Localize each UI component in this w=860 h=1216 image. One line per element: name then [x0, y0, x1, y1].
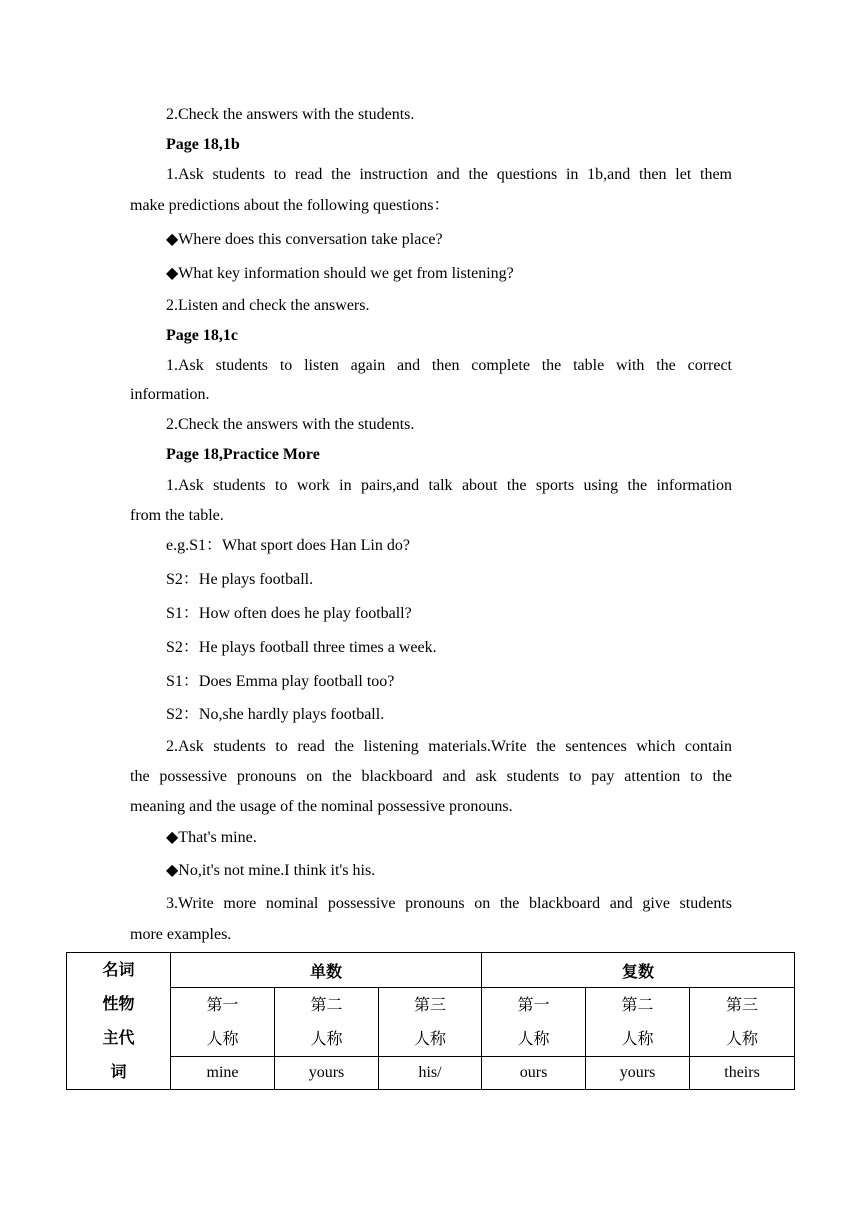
row-header-cell	[67, 953, 171, 1090]
dialogue-line: S2：No,she hardly plays football.	[166, 706, 385, 723]
dialogue-line: S1：How often does he play football?	[166, 605, 412, 622]
text-line: 3.Write more nominal possessive pronouns on the blackboard and give students	[166, 895, 732, 912]
person-cell: 第二 人称	[586, 988, 690, 1057]
text-line: from the table.	[130, 507, 224, 524]
person-cell: 第三 人称	[690, 988, 795, 1057]
text-line: 2.Listen and check the answers.	[166, 297, 370, 314]
text-line: 1.Ask students to work in pairs,and talk about the sports using the information	[166, 477, 732, 494]
pronoun-cell: yours	[586, 1057, 690, 1090]
dialogue-line: S1：Does Emma play football too?	[166, 673, 395, 690]
text-line: 2.Check the answers with the students.	[166, 416, 415, 433]
pronoun-cell: mine	[171, 1057, 275, 1090]
text-line: the possessive pronouns on the blackboard and ask students to pay attention to the	[130, 768, 732, 785]
bullet-item: ◆What key information should we get from listening?	[166, 265, 514, 282]
bullet-item: ◆No,it's not mine.I think it's his.	[166, 862, 376, 879]
singular-header: 单数	[171, 953, 482, 988]
person-cell: 第一 人称	[482, 988, 586, 1057]
bullet-item: ◆Where does this conversation take place?	[166, 231, 443, 248]
pronoun-cell: yours	[275, 1057, 379, 1090]
pronoun-cell: his/	[379, 1057, 482, 1090]
text-line: 1.Ask students to listen again and then complete the table with the correct	[166, 357, 732, 374]
text-line: 2.Check the answers with the students.	[166, 106, 415, 123]
row-header-line: 性物	[102, 994, 135, 1013]
possessive-pronoun-table	[66, 952, 795, 1090]
section-heading: Page 18,1c	[166, 327, 238, 344]
person-cell: 第三 人称	[379, 988, 482, 1057]
dialogue-line: S2：He plays football three times a week.	[166, 639, 437, 656]
section-heading: Page 18,1b	[166, 136, 240, 153]
pronoun-cell: ours	[482, 1057, 586, 1090]
bullet-item: ◆That's mine.	[166, 829, 257, 846]
section-heading: Page 18,Practice More	[166, 446, 320, 463]
dialogue-line: S2：He plays football.	[166, 571, 314, 588]
row-header-line: 主代	[102, 1028, 135, 1047]
text-line: more examples.	[130, 926, 232, 943]
text-line: 1.Ask students to read the instruction and the questions in 1b,and then let them	[166, 166, 732, 183]
pronoun-cell: theirs	[690, 1057, 795, 1090]
text-line: make predictions about the following questions：	[130, 197, 450, 214]
person-cell: 第一 人称	[171, 988, 275, 1057]
person-cell: 第二 人称	[275, 988, 379, 1057]
row-header-line: 名词	[102, 960, 135, 979]
plural-header: 复数	[482, 953, 795, 988]
text-line: information.	[130, 386, 210, 403]
text-line: meaning and the usage of the nominal possessive pronouns.	[130, 798, 513, 815]
dialogue-line: e.g.S1：What sport does Han Lin do?	[166, 537, 410, 554]
row-header-line: 词	[110, 1062, 127, 1081]
text-line: 2.Ask students to read the listening materials.Write the sentences which contain	[166, 738, 732, 755]
